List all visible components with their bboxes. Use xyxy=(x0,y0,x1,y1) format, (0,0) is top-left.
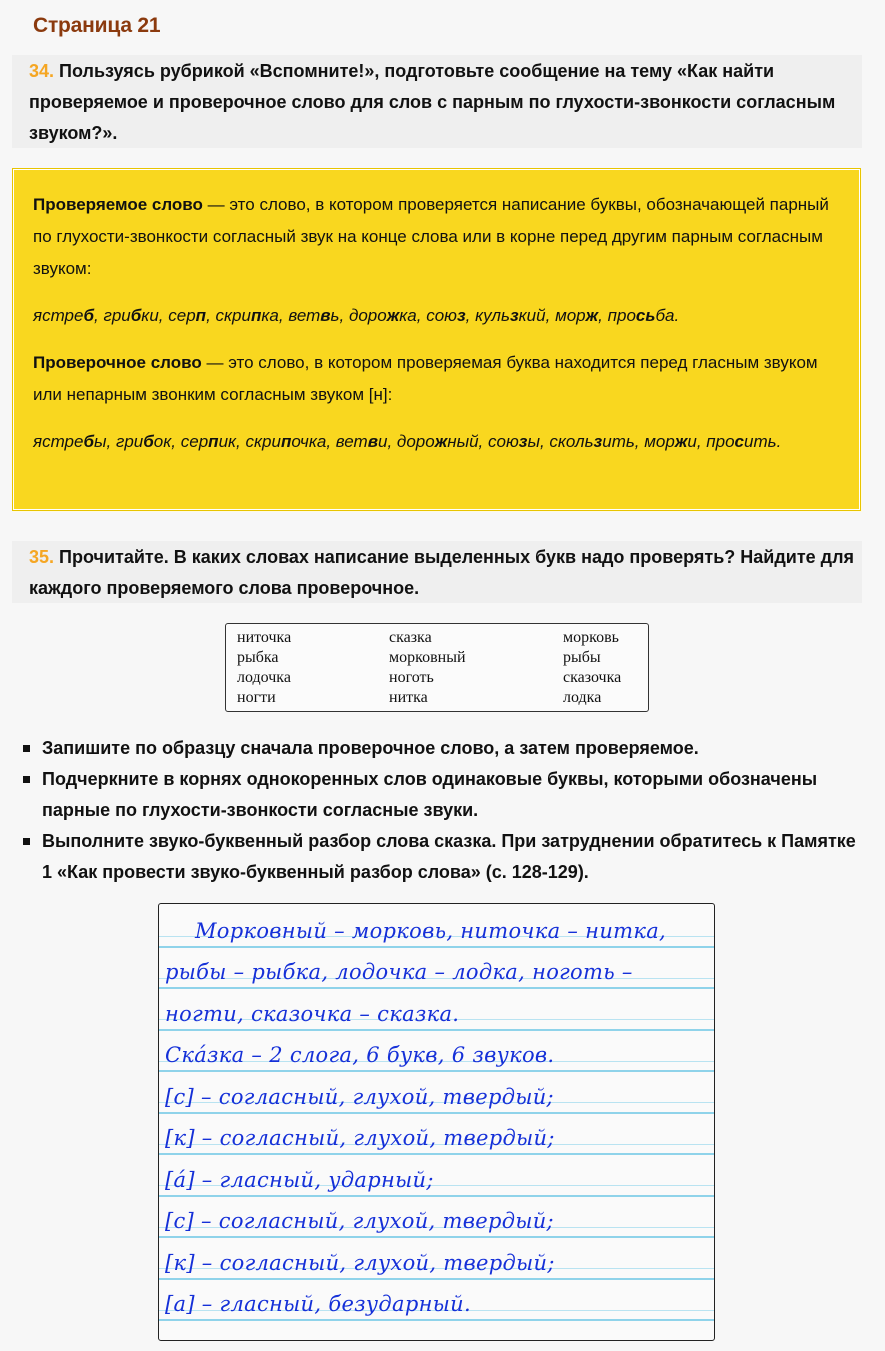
example-word: союз, xyxy=(426,306,471,325)
highlighted-letter: б xyxy=(130,306,142,325)
example-word: моржи, xyxy=(644,432,702,451)
example-word: ястреб, xyxy=(33,306,99,325)
example-word: ветви, xyxy=(335,432,393,451)
term: Проверочное слово xyxy=(33,353,202,372)
definition-text: — это слово, в котором проверяется написание буквы, обозначающей парный по глухости-звонкости согласный звук на конце слова или в корне перед другим парным согласным звуком: xyxy=(33,195,829,278)
word-column xyxy=(237,628,389,711)
highlighted-letter: сь xyxy=(635,306,656,325)
handwritten-text: [а] – гласный, безударный. xyxy=(165,1292,471,1316)
notebook-line xyxy=(159,1114,714,1156)
highlighted-letter: з xyxy=(518,432,528,451)
word: лодка xyxy=(563,689,602,706)
example-word: просьба. xyxy=(607,306,680,325)
highlighted-letter: з xyxy=(509,306,519,325)
notebook-line xyxy=(159,1197,714,1239)
example-word: серп, xyxy=(168,306,211,325)
notebook-line xyxy=(159,1238,714,1280)
example-word: дорожка, xyxy=(348,306,422,325)
word: морковный xyxy=(389,649,466,666)
handwritten-text: [с] – согласный, глухой, твердый; xyxy=(165,1209,554,1233)
instruction-item: Запишите по образцу сначала проверочное слово, а затем проверяемое. xyxy=(20,733,870,764)
handwritten-text: Ска́зка – 2 слога, 6 букв, 6 звуков. xyxy=(165,1043,555,1067)
handwritten-text: [а́] – гласный, ударный; xyxy=(165,1167,434,1192)
highlighted-letter: ж xyxy=(386,306,400,325)
word-column xyxy=(563,628,648,711)
highlighted-letter: б xyxy=(83,306,94,325)
word: сказка xyxy=(389,629,432,646)
checking-word-examples xyxy=(33,426,840,458)
handwritten-text: Морковный – морковь, ниточка – нитка, xyxy=(195,918,666,943)
example-word: скрипка, xyxy=(215,306,284,325)
task-34 xyxy=(12,55,862,148)
example-word: грибки, xyxy=(103,306,164,325)
example-word: грибок, xyxy=(115,432,177,451)
word: лодочка xyxy=(237,669,291,686)
term: Проверяемое слово xyxy=(33,195,203,214)
example-word: ястребы, xyxy=(33,432,112,451)
word: нитка xyxy=(389,689,428,706)
highlighted-letter: в xyxy=(320,306,331,325)
word: рыбка xyxy=(237,649,279,666)
instruction-item: Подчеркните в корнях однокоренных слов одинаковые буквы, которыми обозначены парные по глухости-звонкости согласные звуки. xyxy=(20,764,870,826)
notebook-line xyxy=(159,1155,714,1197)
rule-box xyxy=(12,168,861,511)
highlighted-letter: ж xyxy=(434,432,448,451)
task-number: 34. xyxy=(29,61,55,81)
task-text: Пользуясь рубрикой «Вспомните!», подготовьте сообщение на тему «Как найти проверяемое и проверочное слово для слов с парным по глухости-звонкости согласным звуком?». xyxy=(29,61,836,143)
highlighted-letter: п xyxy=(195,306,207,325)
highlighted-letter: ж xyxy=(585,306,599,325)
highlighted-letter: ж xyxy=(674,432,688,451)
word: ногти xyxy=(237,689,276,706)
definition-text: — это слово, в котором проверяемая буква находится перед гласным звуком или непарным звонким согласным звуком [н]: xyxy=(33,353,818,404)
example-word: союзы, xyxy=(488,432,545,451)
notebook-line xyxy=(159,1280,714,1322)
instruction-item: Выполните звуко-буквенный разбор слова сказка. При затруднении обратитесь к Памятке 1 «Как провести звуко-буквенный разбор слова» (с. 128-129). xyxy=(20,826,870,888)
task-text: Прочитайте. В каких словах написание выделенных букв надо проверять? Найдите для каждого проверяемого слова проверочное. xyxy=(29,547,855,598)
example-word: морж, xyxy=(555,306,603,325)
example-word: дорожный, xyxy=(396,432,484,451)
word: рыбы xyxy=(563,649,601,666)
word: сказочка xyxy=(563,669,622,686)
word: ноготь xyxy=(389,669,434,686)
highlighted-letter: в xyxy=(367,432,378,451)
notebook-line xyxy=(159,1031,714,1073)
checking-word-definition xyxy=(33,347,840,411)
example-word: скользить, xyxy=(549,432,640,451)
highlighted-letter: п xyxy=(250,306,262,325)
highlighted-letter: б xyxy=(143,432,154,451)
notebook-line xyxy=(159,906,714,948)
word: морковь xyxy=(563,629,619,646)
task-35 xyxy=(12,541,862,603)
handwritten-text: [к] – согласный, глухой, твердый; xyxy=(165,1126,555,1150)
handwritten-text: [с] – согласный, глухой, твердый; xyxy=(165,1084,554,1109)
checked-word-definition xyxy=(33,189,840,285)
word-table xyxy=(225,623,649,712)
highlighted-letter: п xyxy=(208,432,219,451)
highlighted-letter: з xyxy=(456,306,466,325)
example-word: ветвь, xyxy=(288,306,345,325)
handwritten-text: [к] – согласный, глухой, твердый; xyxy=(165,1250,555,1275)
handwritten-text: ногти, сказочка – сказка. xyxy=(165,1001,460,1026)
instruction-list xyxy=(20,733,870,888)
highlighted-letter: з xyxy=(593,432,603,451)
task-number: 35. xyxy=(29,547,55,567)
handwritten-text: рыбы – рыбка, лодочка – лодка, ноготь – xyxy=(165,960,633,984)
example-word: скрипочка, xyxy=(245,432,332,451)
notebook-line xyxy=(159,1072,714,1114)
checked-word-examples xyxy=(33,300,840,332)
example-word: кульзкий, xyxy=(475,306,551,325)
example-word: серпик, xyxy=(180,432,241,451)
highlighted-letter: с xyxy=(734,432,745,451)
notebook-line xyxy=(159,989,714,1031)
word-column xyxy=(389,628,563,711)
notebook-line xyxy=(159,948,714,990)
word: ниточка xyxy=(237,629,292,646)
example-word: просить. xyxy=(706,432,782,451)
highlighted-letter: б xyxy=(83,432,94,451)
page-title: Страница 21 xyxy=(33,14,161,37)
highlighted-letter: п xyxy=(280,432,292,451)
handwritten-answer-notebook xyxy=(158,903,715,1341)
